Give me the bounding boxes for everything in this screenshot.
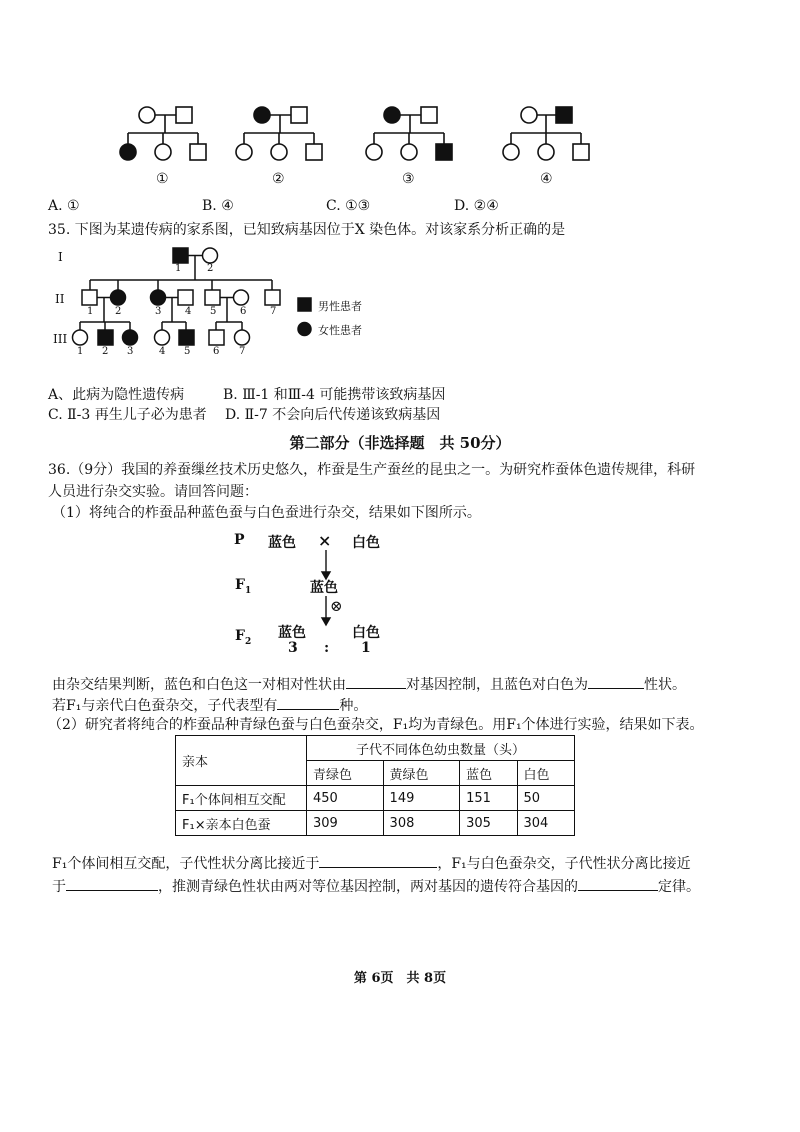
q35-pedigree [50, 240, 350, 380]
gen3-5 [179, 330, 194, 345]
p1-mother [139, 107, 155, 123]
option-letter: D. [454, 198, 470, 214]
selfing-symbol: ⊗ [330, 597, 343, 615]
answer-blank-2[interactable] [588, 674, 644, 689]
option-letter: D. [225, 407, 241, 423]
p3-father [421, 107, 437, 123]
q36-q1-line2: 若F₁与亲代白色蚕杂交，子代表型有 种。 [52, 695, 367, 715]
cross-f2-right: 白色 [352, 625, 380, 641]
q35-option-d[interactable] [225, 406, 440, 424]
table-cell: 308 [383, 811, 460, 836]
table-row-label: F₁×亲本白色蚕 [176, 811, 307, 836]
pedigree-label-2: ② [272, 171, 285, 187]
pedigree-label-3: ③ [402, 171, 415, 187]
gen2-number-5: 5 [210, 306, 217, 317]
generation-label-1: I [58, 250, 63, 264]
option-text: 此病为隐性遗传病 [72, 387, 185, 403]
q34-option-d[interactable] [454, 197, 499, 215]
gen2-6 [234, 290, 249, 305]
q36-intro-line2: 人员进行杂交实验。请回答问题： [48, 484, 258, 500]
legend-male-label: 男性患者 [318, 300, 362, 313]
answer-blank-3[interactable] [277, 695, 339, 710]
cross-f2-left: 蓝色 [278, 625, 306, 641]
p2-mother [254, 107, 270, 123]
answer-blank-1[interactable] [346, 674, 406, 689]
gen2-4 [178, 290, 193, 305]
p3-child1 [366, 144, 382, 160]
table-cell: 309 [307, 811, 384, 836]
p2-child3 [306, 144, 322, 160]
gen3-number-3: 3 [127, 346, 134, 357]
table-row [176, 786, 575, 811]
q36-part2: （2）研究者将纯合的柞蚕品种青绿色蚕与白色蚕杂交，F₁均为青绿色。用F₁个体进行实验，结果如下表。 [48, 717, 704, 733]
legend-male-icon [298, 298, 311, 311]
gen3-6 [209, 330, 224, 345]
option-text: Ⅱ-7 不会向后代传递该致病基因 [244, 407, 441, 423]
cross-p-label: P [234, 532, 245, 548]
page-footer: 第 6页 共 8页 [353, 971, 447, 986]
option-text: Ⅲ-1 和Ⅲ-4 可能携带该致病基因 [242, 387, 446, 403]
table-col-header: 青绿色 [307, 761, 384, 786]
p3-mother [384, 107, 400, 123]
table-cell: 50 [517, 786, 574, 811]
p4-child2 [538, 144, 554, 160]
pedigree-1 [120, 107, 206, 160]
p1-father [176, 107, 192, 123]
cross-f2-label: $F_2$ [235, 628, 252, 647]
table-col-header: 白色 [517, 761, 574, 786]
pedigree-label-4: ④ [540, 171, 553, 187]
p4-father [556, 107, 572, 123]
table-corner-header: 亲本 [176, 736, 307, 786]
option-letter: B. [202, 198, 217, 214]
gen1-number-1: 1 [175, 263, 182, 274]
p3-child3 [436, 144, 452, 160]
pedigree-4 [503, 107, 589, 160]
gen3-3 [123, 330, 138, 345]
q34-option-b[interactable] [202, 197, 234, 215]
gen2-5 [205, 290, 220, 305]
table-row-label: F₁个体间相互交配 [176, 786, 307, 811]
cross-p-left: 蓝色 [268, 535, 296, 551]
p2-father [291, 107, 307, 123]
q36-q1-line1: 由杂交结果判断，蓝色和白色这一对相对性状由 对基因控制，且蓝色对白色为 性状。 [52, 674, 686, 694]
ratio-colon: : [324, 640, 330, 656]
option-letter: A、 [48, 387, 73, 403]
answer-blank-6[interactable] [578, 876, 658, 891]
gen2-number-2: 2 [115, 306, 122, 317]
p4-child3 [573, 144, 589, 160]
option-letter: A. [48, 198, 63, 214]
answer-blank-4[interactable] [319, 853, 437, 868]
option-text: ①③ [345, 198, 371, 214]
gen2-number-7: 7 [270, 306, 277, 317]
q36-intro-line1: 36.（9分）我国的养蚕缫丝技术历史悠久，柞蚕是生产蚕丝的昆虫之一。为研究柞蚕体色遗传规律，科研 [48, 462, 696, 478]
table-group-header: 子代不同体色幼虫数量（头） [307, 736, 575, 761]
gen1-number-2: 2 [207, 263, 214, 274]
p2-child1 [236, 144, 252, 160]
p2-child2 [271, 144, 287, 160]
q34-option-a[interactable] [48, 197, 80, 215]
q35-option-c[interactable] [48, 406, 207, 424]
gen2-1 [82, 290, 97, 305]
q36-q2-line1: F₁个体间相互交配，子代性状分离比接近于 ，F₁与白色蚕杂交，子代性状分离比接近 [52, 853, 691, 873]
option-letter: B. [223, 387, 238, 403]
table-cell: 151 [460, 786, 517, 811]
gen3-number-4: 4 [159, 346, 166, 357]
gen3-number-7: 7 [239, 346, 246, 357]
pedigree-3 [366, 107, 452, 160]
gen3-2 [98, 330, 113, 345]
table-row [176, 811, 575, 836]
gen2-number-6: 6 [240, 306, 247, 317]
q35-option-a[interactable] [48, 386, 184, 404]
option-text: ②④ [473, 198, 499, 214]
option-letter: C. [326, 198, 341, 214]
gen1-female-2 [203, 248, 218, 263]
option-text: ① [67, 198, 80, 214]
p4-child1 [503, 144, 519, 160]
q36-q2-line2: 于 ，推测青绿色性状由两对等位基因控制，两对基因的遗传符合基因的 定律。 [52, 876, 700, 896]
table-cell: 149 [383, 786, 460, 811]
cross-arrows [312, 548, 342, 638]
table-col-header: 蓝色 [460, 761, 517, 786]
generation-label-2: II [55, 292, 65, 306]
cross-times: × [318, 531, 332, 550]
p1-child3 [190, 144, 206, 160]
p1-child1 [120, 144, 136, 160]
q35-option-b[interactable] [223, 386, 445, 404]
gen2-7 [265, 290, 280, 305]
answer-blank-5[interactable] [66, 876, 158, 891]
q34-option-c[interactable] [326, 197, 370, 215]
option-letter: C. [48, 407, 63, 423]
gen3-number-5: 5 [184, 346, 191, 357]
pedigree-label-1: ① [156, 171, 169, 187]
table-cell: 305 [460, 811, 517, 836]
table-cell: 304 [517, 811, 574, 836]
gen1-male-1 [173, 248, 188, 263]
p1-child2 [155, 144, 171, 160]
gen2-number-4: 4 [185, 306, 192, 317]
legend-female-label: 女性患者 [318, 324, 362, 337]
gen2-2 [111, 290, 126, 305]
gen3-number-6: 6 [213, 346, 220, 357]
cross-p-right: 白色 [352, 535, 380, 551]
gen3-number-1: 1 [77, 346, 84, 357]
section2-title: 第二部分（非选择题 共 50分） [289, 434, 511, 452]
gen3-7 [235, 330, 250, 345]
p3-child2 [401, 144, 417, 160]
results-table [175, 735, 575, 836]
option-text: Ⅱ-3 再生儿子必为患者 [67, 407, 207, 423]
legend-female-icon [298, 323, 311, 336]
gen3-1 [73, 330, 88, 345]
cross-f1-value: 蓝色 [310, 580, 338, 596]
q35-stem: 35. 下图为某遗传病的家系图，已知致病基因位于X 染色体。对该家系分析正确的是 [48, 222, 566, 238]
ratio-left: 3 [288, 640, 298, 656]
table-col-header: 黄绿色 [383, 761, 460, 786]
generation-label-3: III [53, 332, 68, 346]
q36-part1: （1）将纯合的柞蚕品种蓝色蚕与白色蚕进行杂交，结果如下图所示。 [52, 505, 481, 521]
cross-f1-label: $F_1$ [235, 577, 252, 596]
option-text: ④ [221, 198, 234, 214]
gen2-number-1: 1 [87, 306, 94, 317]
gen2-number-3: 3 [155, 306, 162, 317]
p4-mother [521, 107, 537, 123]
gen2-3 [151, 290, 166, 305]
ratio-right: 1 [361, 640, 371, 656]
table-cell: 450 [307, 786, 384, 811]
gen3-4 [155, 330, 170, 345]
gen3-number-2: 2 [102, 346, 109, 357]
pedigree-2 [236, 107, 322, 160]
